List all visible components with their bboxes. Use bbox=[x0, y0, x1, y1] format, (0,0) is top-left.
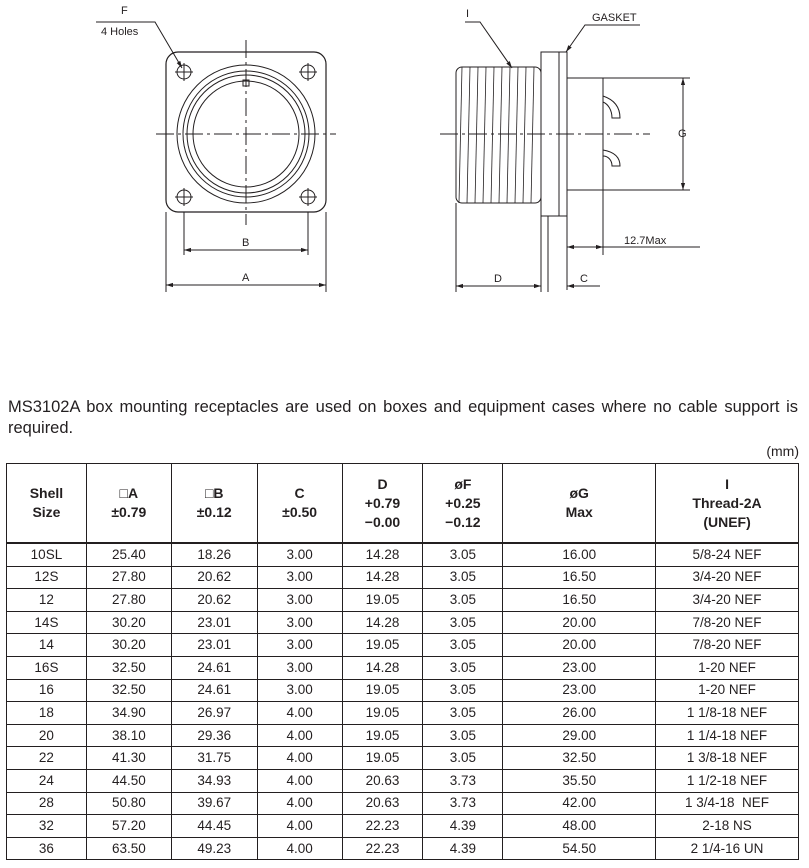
gasket-leader bbox=[566, 25, 640, 52]
table-body bbox=[7, 543, 799, 860]
table-cell: 19.05 bbox=[342, 724, 423, 747]
column-header-line: □B bbox=[204, 485, 224, 501]
table-cell: 2 1/4-16 UN bbox=[656, 837, 799, 860]
table-cell: 1 1/4-18 NEF bbox=[656, 724, 799, 747]
table-cell: 23.00 bbox=[503, 656, 656, 679]
i-leader bbox=[465, 22, 512, 68]
table-cell: 3.05 bbox=[423, 702, 503, 725]
table-cell: 19.05 bbox=[342, 702, 423, 725]
column-header bbox=[503, 464, 656, 544]
column-header-line: øF bbox=[454, 475, 472, 492]
table-cell: 3.05 bbox=[423, 543, 503, 566]
column-header-line: Shell bbox=[29, 485, 64, 501]
table-cell: 20.63 bbox=[342, 792, 423, 815]
table-cell: 34.93 bbox=[171, 769, 257, 792]
table-cell: 16 bbox=[7, 679, 87, 702]
table-cell: 16.50 bbox=[503, 589, 656, 612]
column-header-line: □A bbox=[119, 485, 139, 501]
table-cell: 20.00 bbox=[503, 611, 656, 634]
table-cell: 7/8-20 NEF bbox=[656, 611, 799, 634]
label-c: C bbox=[580, 273, 588, 285]
table-cell: 19.05 bbox=[342, 747, 423, 770]
column-header-line: ±0.79 bbox=[111, 504, 147, 520]
table-cell: 4.39 bbox=[423, 815, 503, 838]
table-cell: 39.67 bbox=[171, 792, 257, 815]
table-cell: 2-18 NS bbox=[656, 815, 799, 838]
column-header bbox=[86, 464, 171, 544]
label-i: I bbox=[466, 8, 470, 20]
table-cell: 3.00 bbox=[257, 611, 342, 634]
label-d: D bbox=[494, 273, 502, 285]
table-cell: 20.63 bbox=[342, 769, 423, 792]
table-cell: 3/4-20 NEF bbox=[656, 566, 799, 589]
table-cell: 22.23 bbox=[342, 815, 423, 838]
table-cell: 20 bbox=[7, 724, 87, 747]
table-cell: 3.05 bbox=[423, 747, 503, 770]
table-cell: 19.05 bbox=[342, 679, 423, 702]
table-cell: 54.50 bbox=[503, 837, 656, 860]
table-cell: 3.05 bbox=[423, 589, 503, 612]
label-12-7-max: 12.7Max bbox=[624, 235, 667, 247]
table-row bbox=[7, 656, 799, 679]
table-cell: 23.01 bbox=[171, 634, 257, 657]
table-row bbox=[7, 679, 799, 702]
dimension-table bbox=[6, 463, 799, 860]
column-header-line: (UNEF) bbox=[703, 513, 751, 530]
column-header-line: −0.00 bbox=[364, 513, 401, 530]
table-cell: 63.50 bbox=[86, 837, 171, 860]
table-cell: 34.90 bbox=[86, 702, 171, 725]
table-row bbox=[7, 724, 799, 747]
table-cell: 49.23 bbox=[171, 837, 257, 860]
side-view bbox=[440, 22, 700, 292]
unit-label: (mm) bbox=[766, 443, 799, 459]
column-header bbox=[7, 464, 87, 544]
column-header bbox=[342, 464, 423, 544]
table-cell: 27.80 bbox=[86, 566, 171, 589]
thread-lines bbox=[459, 67, 534, 203]
table-cell: 1 1/8-18 NEF bbox=[656, 702, 799, 725]
table-cell: 5/8-24 NEF bbox=[656, 543, 799, 566]
description: MS3102A box mounting receptacles are used on boxes and equipment cases where no cable support is required. bbox=[8, 398, 798, 437]
table-cell: 4.00 bbox=[257, 702, 342, 725]
table-cell: 18 bbox=[7, 702, 87, 725]
table-cell: 7/8-20 NEF bbox=[656, 634, 799, 657]
label-holes: 4 Holes bbox=[101, 26, 139, 38]
column-header bbox=[656, 464, 799, 544]
table-cell: 25.40 bbox=[86, 543, 171, 566]
table-cell: 1-20 NEF bbox=[656, 656, 799, 679]
label-f: F bbox=[121, 5, 128, 17]
table-cell: 27.80 bbox=[86, 589, 171, 612]
table-cell: 3.05 bbox=[423, 656, 503, 679]
table-row bbox=[7, 792, 799, 815]
table-cell: 44.50 bbox=[86, 769, 171, 792]
table-cell: 3.00 bbox=[257, 634, 342, 657]
table-row bbox=[7, 566, 799, 589]
table-row bbox=[7, 589, 799, 612]
table-cell: 22.23 bbox=[342, 837, 423, 860]
table-cell: 4.00 bbox=[257, 769, 342, 792]
table-cell: 32 bbox=[7, 815, 87, 838]
column-header bbox=[171, 464, 257, 544]
technical-drawing bbox=[0, 0, 809, 330]
table-cell: 3.73 bbox=[423, 792, 503, 815]
column-header-line: +0.25 bbox=[445, 494, 481, 511]
table-cell: 1 1/2-18 NEF bbox=[656, 769, 799, 792]
table-cell: 36 bbox=[7, 837, 87, 860]
table-cell: 3/4-20 NEF bbox=[656, 589, 799, 612]
table-cell: 24.61 bbox=[171, 679, 257, 702]
table-cell: 22 bbox=[7, 747, 87, 770]
label-a: A bbox=[242, 272, 250, 284]
table-cell: 3.00 bbox=[257, 679, 342, 702]
column-header-line: ±0.50 bbox=[282, 504, 318, 520]
table-cell: 48.00 bbox=[503, 815, 656, 838]
table-cell: 24 bbox=[7, 769, 87, 792]
table-cell: 29.36 bbox=[171, 724, 257, 747]
table-row bbox=[7, 702, 799, 725]
table-cell: 4.39 bbox=[423, 837, 503, 860]
table-cell: 41.30 bbox=[86, 747, 171, 770]
table-row bbox=[7, 747, 799, 770]
table-cell: 14.28 bbox=[342, 543, 423, 566]
table-cell: 12S bbox=[7, 566, 87, 589]
table-cell: 1-20 NEF bbox=[656, 679, 799, 702]
table-row bbox=[7, 634, 799, 657]
table-row bbox=[7, 543, 799, 566]
table-cell: 16S bbox=[7, 656, 87, 679]
table-cell: 1 3/8-18 NEF bbox=[656, 747, 799, 770]
table-cell: 23.01 bbox=[171, 611, 257, 634]
table-cell: 20.62 bbox=[171, 589, 257, 612]
table-header-row bbox=[7, 464, 799, 544]
table-cell: 3.00 bbox=[257, 566, 342, 589]
table-cell: 42.00 bbox=[503, 792, 656, 815]
table-cell: 3.05 bbox=[423, 634, 503, 657]
table-cell: 14S bbox=[7, 611, 87, 634]
table-row bbox=[7, 837, 799, 860]
table-cell: 10SL bbox=[7, 543, 87, 566]
table-cell: 3.05 bbox=[423, 566, 503, 589]
table-cell: 30.20 bbox=[86, 611, 171, 634]
table-cell: 12 bbox=[7, 589, 87, 612]
table-cell: 4.00 bbox=[257, 792, 342, 815]
table-cell: 4.00 bbox=[257, 724, 342, 747]
table-cell: 31.75 bbox=[171, 747, 257, 770]
column-header-line: Thread-2A bbox=[692, 494, 762, 511]
table-cell: 32.50 bbox=[503, 747, 656, 770]
column-header-line: I bbox=[725, 475, 729, 492]
column-header-line: øG bbox=[569, 485, 589, 501]
table-cell: 14.28 bbox=[342, 566, 423, 589]
column-header-line: +0.79 bbox=[364, 494, 401, 511]
table-cell: 35.50 bbox=[503, 769, 656, 792]
column-header-line: Max bbox=[565, 504, 593, 520]
table-cell: 3.00 bbox=[257, 543, 342, 566]
table-cell: 3.73 bbox=[423, 769, 503, 792]
column-header-line: Size bbox=[32, 504, 61, 520]
table-cell: 28 bbox=[7, 792, 87, 815]
table-cell: 3.05 bbox=[423, 611, 503, 634]
table-cell: 20.62 bbox=[171, 566, 257, 589]
table-cell: 19.05 bbox=[342, 589, 423, 612]
label-b: B bbox=[242, 237, 250, 249]
label-gasket: GASKET bbox=[592, 12, 637, 24]
table-cell: 20.00 bbox=[503, 634, 656, 657]
table-row bbox=[7, 815, 799, 838]
table-cell: 32.50 bbox=[86, 656, 171, 679]
table-cell: 3.05 bbox=[423, 679, 503, 702]
column-header-line: C bbox=[294, 485, 305, 501]
column-header-line: D bbox=[377, 475, 388, 492]
table-row bbox=[7, 611, 799, 634]
table-cell: 18.26 bbox=[171, 543, 257, 566]
table-cell: 16.00 bbox=[503, 543, 656, 566]
table-cell: 3.00 bbox=[257, 656, 342, 679]
column-header-line: −0.12 bbox=[445, 513, 481, 530]
column-header-line: ±0.12 bbox=[196, 504, 232, 520]
table-cell: 38.10 bbox=[86, 724, 171, 747]
column-header bbox=[423, 464, 503, 544]
table-cell: 32.50 bbox=[86, 679, 171, 702]
table-cell: 14 bbox=[7, 634, 87, 657]
table-cell: 1 3/4-18 NEF bbox=[656, 792, 799, 815]
table-cell: 30.20 bbox=[86, 634, 171, 657]
table-cell: 57.20 bbox=[86, 815, 171, 838]
table-cell: 14.28 bbox=[342, 611, 423, 634]
table-cell: 3.05 bbox=[423, 724, 503, 747]
table-cell: 23.00 bbox=[503, 679, 656, 702]
table-cell: 50.80 bbox=[86, 792, 171, 815]
table-cell: 24.61 bbox=[171, 656, 257, 679]
table-cell: 19.05 bbox=[342, 634, 423, 657]
table-row bbox=[7, 769, 799, 792]
front-view bbox=[96, 22, 336, 292]
table-cell: 4.00 bbox=[257, 815, 342, 838]
table-cell: 4.00 bbox=[257, 837, 342, 860]
table-cell: 16.50 bbox=[503, 566, 656, 589]
table-cell: 14.28 bbox=[342, 656, 423, 679]
table-cell: 26.00 bbox=[503, 702, 656, 725]
column-header bbox=[257, 464, 342, 544]
table-cell: 26.97 bbox=[171, 702, 257, 725]
table-cell: 29.00 bbox=[503, 724, 656, 747]
table-cell: 3.00 bbox=[257, 589, 342, 612]
label-g: G bbox=[678, 128, 687, 140]
table-cell: 44.45 bbox=[171, 815, 257, 838]
table-cell: 4.00 bbox=[257, 747, 342, 770]
